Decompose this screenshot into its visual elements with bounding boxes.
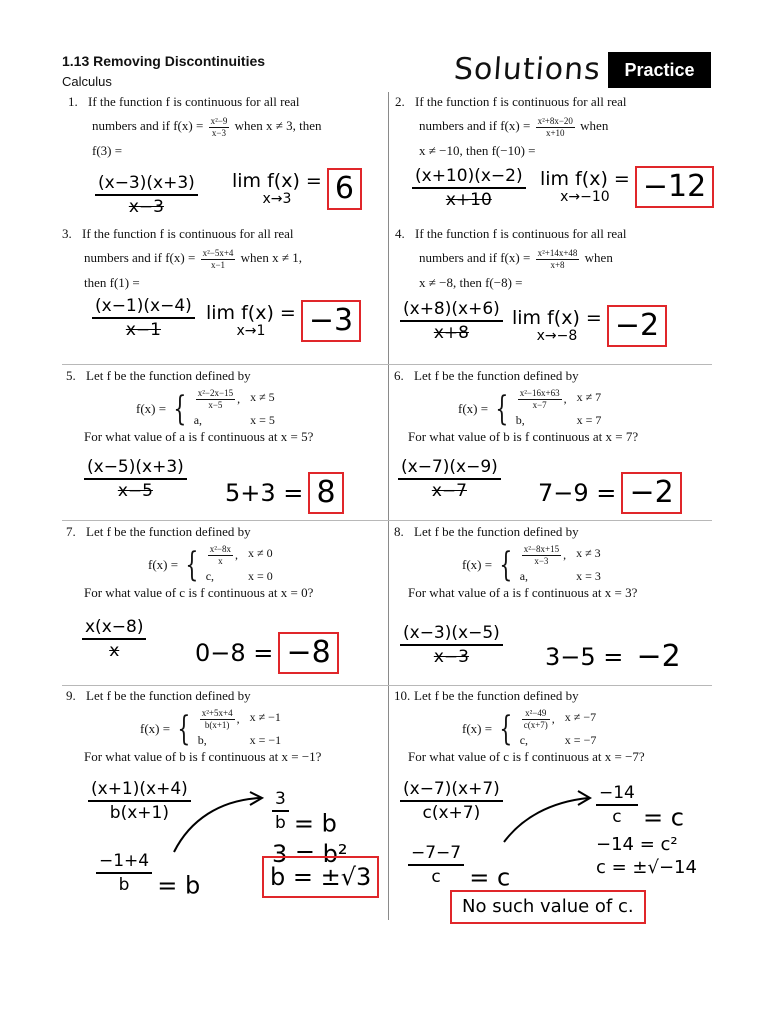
- answer-box: −3: [301, 300, 361, 342]
- practice-badge: Practice: [608, 52, 711, 88]
- limit-3: lim f(x) = x→1 −3: [206, 300, 361, 342]
- column-divider: [388, 92, 389, 920]
- factored-fraction: $\frac{(x+1)(x+4)}{b(x+1)}$: [88, 778, 191, 824]
- step-10: $\frac{-7-7}{c}$ = c: [408, 842, 510, 892]
- fraction: $\frac{\text{x²+8x−20}}{x+10}$: [537, 115, 573, 138]
- problem-number: 10.: [394, 688, 411, 703]
- problem-9: 9. Let f be the function defined by f(x) = { $\frac{\text{x²+5x+4}}{b(x+1)}$ , x ≠ −1 b, x = −1 For what value of b is f continuous at x = −1?: [66, 684, 384, 765]
- factored-fraction: $\frac{(x+8)(x+6)}{x+8}$: [400, 298, 503, 344]
- answer-box: −8: [278, 632, 338, 674]
- limit-4: lim f(x) = x→−8 −2: [512, 305, 667, 347]
- problem-number: 4.: [395, 226, 405, 241]
- work-8: [400, 622, 503, 668]
- answer-5: 5+3 = 8: [225, 472, 344, 514]
- problem-number: 1.: [68, 94, 78, 109]
- solve-10: $\frac{-14}{c}$ = c −14 = c² c = ±√−14: [596, 783, 697, 878]
- problem-number: 6.: [394, 368, 404, 383]
- work-5: [84, 456, 187, 502]
- factored-fraction: $\frac{(x+10)(x-2)}{x+10}$: [412, 165, 526, 211]
- factored-fraction: $\frac{(x-3)(x+3)}{x-3}$: [95, 172, 198, 218]
- factored-fraction: $\frac{(x-3)(x-5)}{x-3}$: [400, 622, 503, 668]
- answer-7: 0−8 = −8: [195, 632, 339, 674]
- answer-box: No such value of c.: [450, 890, 646, 924]
- piecewise-cases: $\frac{\text{x²−8x}}{x}$ , x ≠ 0 c, x = 0: [205, 544, 273, 583]
- piecewise-cases: $\frac{\text{x²−49}}{c(x+7)}$ , x ≠ −7 c, x = −7: [519, 708, 597, 747]
- problem-7: 7. Let f be the function defined by f(x) = { $\frac{\text{x²−8x}}{x}$ , x ≠ 0 c, x = 0 For what value of c is f continuous at x = 0?: [66, 520, 384, 601]
- answer-box: 8: [308, 472, 343, 514]
- fraction: $\frac{\text{x²−5x+4}}{x-1}$: [202, 247, 234, 270]
- problem-4: 4. If the function f is continuous for all real numbers and if f(x) = $\frac{\text{x²+14x+48}}{x+8}$ when x ≠ −8, then f(−8) =: [395, 222, 710, 295]
- arrow-10: [500, 788, 600, 848]
- problem-1: 1. If the function f is continuous for all real numbers and if f(x) = $\frac{\text{x²−9}}{x-3}$ when x ≠ 3, then f(3) =: [68, 90, 383, 163]
- answer-box: −12: [635, 166, 714, 208]
- limit-1: lim f(x) = x→3 6: [232, 168, 362, 210]
- worksheet-title: 1.13 Removing Discontinuities: [62, 53, 266, 69]
- answer-9: [262, 856, 379, 898]
- arrow-9: [170, 790, 270, 860]
- factored-fraction: $\frac{(x-7)(x-9)}{x-7}$: [398, 456, 501, 502]
- problem-number: 9.: [66, 688, 76, 703]
- problem-2: 2. If the function f is continuous for all real numbers and if f(x) = $\frac{\text{x²+8x−20}}{x+10}$ when x ≠ −10, then f(−10) =: [395, 90, 710, 163]
- answer-8: 3−5 = −2: [545, 636, 689, 678]
- course-name: Calculus: [62, 74, 112, 89]
- problem-8: 8. Let f be the function defined by f(x) = { $\frac{\text{x²−8x+15}}{x-3}$ , x ≠ 3 a, x = 3 For what value of a is f continuous at x = 3?: [394, 520, 712, 601]
- piecewise-cases: $\frac{\text{x²−2x−15}}{x-5}$ , x ≠ 5 a, x = 5: [193, 388, 275, 427]
- problem-number: 5.: [66, 368, 76, 383]
- answer-box: −2: [621, 472, 681, 514]
- problem-10: 10. Let f be the function defined by f(x) = { $\frac{\text{x²−49}}{c(x+7)}$ , x ≠ −7 c, x = −7 For what value of c is f continuous at x = −7?: [394, 684, 712, 765]
- limit-2: lim f(x) = x→−10 −12: [540, 166, 714, 208]
- problem-6: 6. Let f be the function defined by f(x) = { $\frac{\text{x²−16x+63}}{x-7}$ , x ≠ 7 b, x = 7 For what value of b is f continuous at x = 7?: [394, 364, 712, 445]
- answer-box: −2: [607, 305, 667, 347]
- fraction: $\frac{\text{x²+14x+48}}{x+8}$: [537, 247, 578, 270]
- step-9: $\frac{-1+4}{b}$ = b: [96, 850, 200, 900]
- answer-10: [450, 890, 646, 924]
- factored-fraction: $\frac{(x-1)(x-4)}{x-1}$: [92, 295, 195, 341]
- answer-box: b = ±√3: [262, 856, 379, 898]
- work-4: [400, 298, 503, 344]
- work-1: [95, 172, 198, 218]
- answer-box: −2: [636, 639, 681, 674]
- work-3: [92, 295, 195, 341]
- piecewise-cases: $\frac{\text{x²−16x+63}}{x-7}$ , x ≠ 7 b, x = 7: [515, 388, 602, 427]
- work-10: [400, 778, 503, 824]
- solve-9: $\frac{3}{b}$ = b 3 = b²: [272, 789, 348, 868]
- problem-3: 3. If the function f is continuous for all real numbers and if f(x) = $\frac{\text{x²−5x+4}}{x-1}$ when x ≠ 1, then f(1) =: [62, 222, 384, 295]
- work-7: [82, 616, 146, 662]
- problem-number: 7.: [66, 524, 76, 539]
- piecewise-cases: $\frac{\text{x²+5x+4}}{b(x+1)}$ , x ≠ −1 b, x = −1: [197, 708, 282, 747]
- piecewise-cases: $\frac{\text{x²−8x+15}}{x-3}$ , x ≠ 3 a, x = 3: [519, 544, 601, 583]
- problem-number: 2.: [395, 94, 405, 109]
- work-6: [398, 456, 501, 502]
- problem-number: 8.: [394, 524, 404, 539]
- problem-5: 5. Let f be the function defined by f(x) = { $\frac{\text{x²−2x−15}}{x-5}$ , x ≠ 5 a, x = 5 For what value of a is f continuous at x = 5?: [66, 364, 384, 445]
- answer-box: 6: [327, 168, 362, 210]
- factored-fraction: $\frac{x(x-8)}{x}$: [82, 616, 146, 662]
- solutions-heading: Solutions: [452, 52, 603, 87]
- fraction: $\frac{\text{x²−9}}{x-3}$: [210, 115, 228, 138]
- factored-fraction: $\frac{(x-5)(x+3)}{x-5}$: [84, 456, 187, 502]
- answer-6: 7−9 = −2: [538, 472, 682, 514]
- factored-fraction: $\frac{(x-7)(x+7)}{c(x+7)}$: [400, 778, 503, 824]
- problem-number: 3.: [62, 226, 72, 241]
- work-2: [412, 165, 526, 211]
